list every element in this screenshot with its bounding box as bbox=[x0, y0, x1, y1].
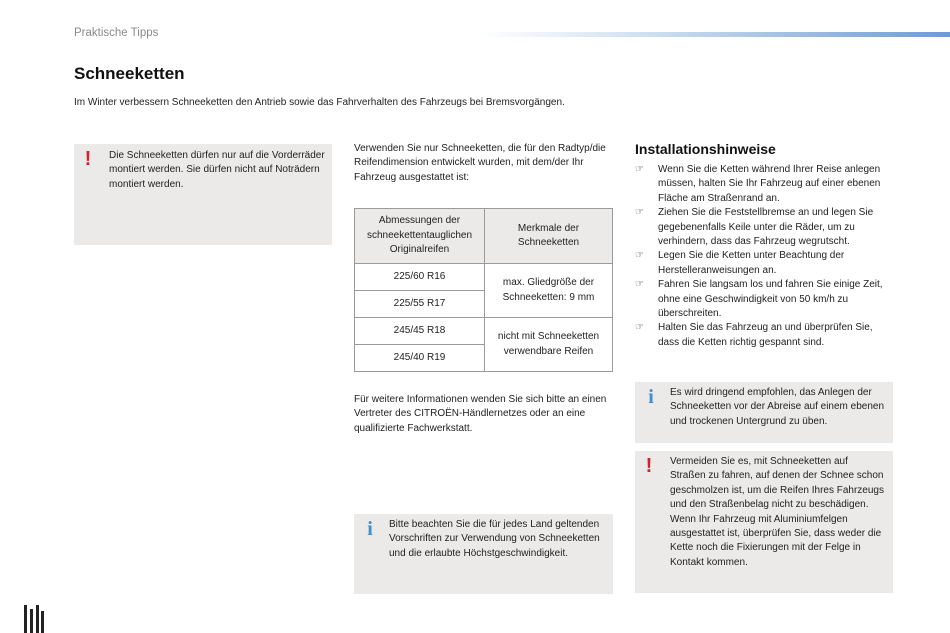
list-item: ☞ Halten Sie das Fahrzeug an und überprüfen Sie, dass die Ketten richtig gespannt sind. bbox=[635, 322, 873, 348]
header-accent-bar bbox=[480, 32, 950, 37]
table-cell-feature: nicht mit Schneeketten verwendbare Reifen bbox=[485, 318, 613, 372]
pointing-hand-icon: ☞ bbox=[635, 279, 644, 291]
list-item: ☞ Wenn Sie die Ketten während Ihrer Reise anlegen müssen, halten Sie Ihr Fahrzeug auf einer ebenen Fläche am Straßenrand an. bbox=[635, 164, 881, 204]
tyre-chain-table bbox=[354, 208, 613, 372]
further-info-text: Für weitere Informationen wenden Sie sich bitte an einen Vertreter des CITROËN-Händlernetzes oder an eine qualifizierte Fachwerkstatt. bbox=[354, 394, 607, 434]
table-cell-size: 245/45 R18 bbox=[355, 318, 485, 345]
pointing-hand-icon: ☞ bbox=[635, 164, 644, 175]
table-header-chain-features: Merkmale der Schneeketten bbox=[485, 209, 613, 264]
table-cell-feature: max. Gliedgröße der Schneeketten: 9 mm bbox=[485, 264, 613, 318]
pointing-hand-icon: ☞ bbox=[635, 322, 644, 334]
info-box-regulations bbox=[354, 514, 613, 594]
list-item: ☞ Legen Sie die Ketten unter Beachtung der Herstelleranweisungen an. bbox=[635, 250, 845, 276]
installation-steps bbox=[635, 163, 890, 350]
installation-heading: Installationshinweise bbox=[635, 141, 776, 157]
chain-usage-intro: Verwenden Sie nur Schneeketten, die für den Radtyp/die Reifendimension entwickelt wurden, mit dem/der Ihr Fahrzeug ausgestattet ist: bbox=[354, 143, 606, 183]
list-item: ☞ Fahren Sie langsam los und fahren Sie einige Zeit, ohne eine Geschwindigkeit von 50 km/h zu überschreiten. bbox=[635, 279, 883, 320]
list-item: ☞ Ziehen Sie die Feststellbremse an und legen Sie gegebenenfalls Keile unter die Räder, um zu verhindern, dass das Fahrzeug wegrutscht. bbox=[635, 207, 874, 248]
info-text: Es wird dringend empfohlen, das Anlegen der Schneeketten vor der Abreise auf einem ebenen und trockenen Untergrund zu üben. bbox=[670, 387, 885, 427]
warning-box-melted-snow bbox=[635, 451, 893, 593]
page-intro: Im Winter verbessern Schneeketten den Antrieb sowie das Fahrverhalten des Fahrzeugs bei Bremsvorgängen. bbox=[74, 97, 565, 108]
info-box-practice bbox=[635, 382, 893, 443]
warning-text: Vermeiden Sie es, mit Schneeketten auf Straßen zu fahren, auf denen der Schnee schon geschmolzen ist, um die Reifen Ihres Fahrzeugs und den Straßenbelag nicht zu beschädigen. Wenn Ihr Fahrzeug mit Aluminiumfelgen ausgestattet ist, überprüfen Sie, dass weder die Kette noch die Fixierungen mit der Felge in Kontakt kommen. bbox=[670, 456, 884, 568]
info-icon: i bbox=[367, 518, 373, 540]
pointing-hand-icon: ☞ bbox=[635, 250, 644, 262]
pointing-hand-icon: ☞ bbox=[635, 207, 644, 219]
page-number-marker bbox=[24, 605, 44, 633]
table-header-tyre-size: Abmessungen der schneekettentauglichen Originalreifen bbox=[355, 209, 485, 264]
table-cell-size: 225/60 R16 bbox=[355, 264, 485, 291]
page-title: Schneeketten bbox=[74, 64, 185, 83]
exclamation-icon: ! bbox=[645, 455, 653, 477]
table-cell-size: 225/55 R17 bbox=[355, 291, 485, 318]
table-cell-size: 245/40 R19 bbox=[355, 345, 485, 372]
info-text: Bitte beachten Sie die für jedes Land geltenden Vorschriften zur Verwendung von Schneeketten und die erlaubte Höchstgeschwindigkeit. bbox=[389, 519, 600, 559]
warning-text: Die Schneeketten dürfen nur auf die Vorderräder montiert werden. Sie dürfen nicht auf Noträdern montiert werden. bbox=[109, 150, 325, 190]
section-label: Praktische Tipps bbox=[74, 27, 159, 39]
exclamation-icon: ! bbox=[84, 148, 92, 170]
info-icon: i bbox=[648, 386, 654, 408]
warning-box-front-wheels bbox=[74, 144, 332, 245]
